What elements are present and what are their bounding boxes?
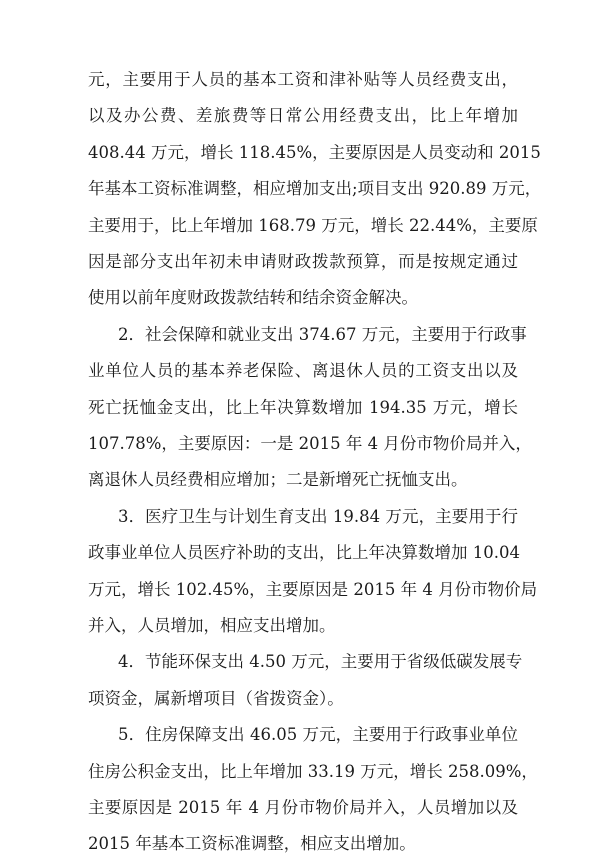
text-line: 408.44 万元，增长 118.45%，主要原因是人员变动和 2015 <box>88 142 541 162</box>
text-line: 万元，增长 102.45%，主要原因是 2015 年 4 月份市物价局 <box>88 579 538 599</box>
text-line: 并入，人员增加，相应支出增加。 <box>88 616 336 635</box>
text-line: 主要用于，比上年增加 168.79 万元，增长 22.44%，主要原 <box>88 215 538 235</box>
text-line: 主要原因是 2015 年 4 月份市物价局并入，人员增加以及 <box>88 798 518 817</box>
text-line: 元，主要用于人员的基本工资和津补贴等人员经费支出， <box>88 70 518 89</box>
paragraph-first-line: 3．医疗卫生与计划生育支出 19.84 万元，主要用于行 <box>118 506 518 526</box>
paragraph-first-line: 5．住房保障支出 46.05 万元，主要用于行政事业单位 <box>118 725 518 745</box>
text-line: 项资金，属新增项目（省拨资金）。 <box>88 688 344 708</box>
text-line: 以及办公费、差旅费等日常公用经费支出，比上年增加 <box>88 106 518 126</box>
text-line: 使用以前年度财政拨款结转和结余资金解决。 <box>88 288 418 308</box>
paragraph-first-line: 2．社会保障和就业支出 374.67 万元，主要用于行政事 <box>118 324 527 344</box>
paragraph-first-line: 4．节能环保支出 4.50 万元，主要用于省级低碳发展专 <box>118 652 523 672</box>
text-line: 政事业单位人员医疗补助的支出，比上年决算数增加 10.04 <box>88 543 520 563</box>
text-line: 因是部分支出年初未申请财政拨款预算，而是按规定通过 <box>88 252 518 271</box>
text-line: 2015 年基本工资标准调整，相应支出增加。 <box>88 834 416 854</box>
text-line: 离退休人员经费相应增加；二是新增死亡抚恤支出。 <box>88 470 468 490</box>
text-line: 业单位人员的基本养老保险、离退休人员的工资支出以及 <box>88 361 518 381</box>
text-line: 107.78%，主要原因：一是 2015 年 4 月份市物价局并入， <box>88 434 532 453</box>
text-line: 死亡抚恤金支出，比上年决算数增加 194.35 万元，增长 <box>88 397 518 417</box>
text-line: 年基本工资标准调整，相应增加支出;项目支出 920.89 万元， <box>88 179 542 199</box>
text-line: 住房公积金支出，比上年增加 33.19 万元，增长 258.09%， <box>88 761 538 781</box>
